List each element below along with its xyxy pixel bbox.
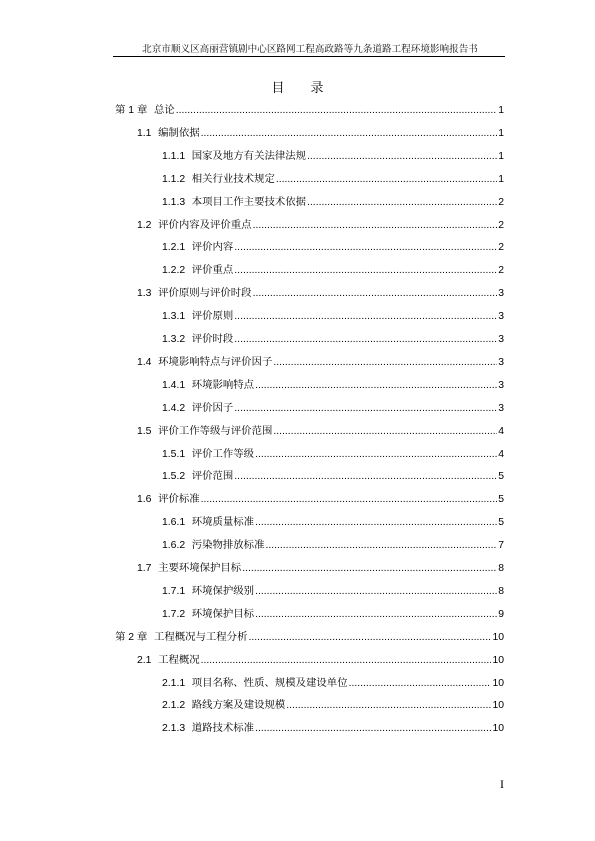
toc-entry-title: 评价工作等级与评价范围 [158,424,273,437]
toc-entry-number: 1.1.3 [162,196,186,208]
toc-leader-dots [255,449,497,460]
toc-leader-dots [234,471,497,482]
toc-entry-number: 1.2.2 [162,265,186,277]
toc-leader-dots [253,220,498,231]
toc-entry-title: 评价内容 [191,241,234,254]
toc-entry-title: 工程概况 [158,653,200,666]
toc-entry-title: 主要环境保护目标 [158,562,242,574]
toc-entry[interactable] [162,376,504,392]
toc-entry-number: 第 2 章 [115,631,148,643]
toc-entry[interactable] [162,513,504,529]
toc-entry-page: 10 [492,723,504,735]
toc-leader-dots [286,700,491,711]
toc-leader-dots [273,426,497,437]
toc-entry-page: 5 [498,494,504,506]
toc-entry[interactable] [137,651,504,667]
toc-entry-title: 工程概况与工程分析 [153,630,248,643]
toc-entry-title: 评价工作等级 [191,447,255,460]
toc-entry-title: 环境保护级别 [191,584,255,597]
toc-entry-number: 2.1.3 [162,723,186,735]
toc-entry[interactable] [162,605,504,621]
toc-entry-page: 3 [498,311,504,323]
toc-entry-title: 评价标准 [158,493,200,506]
toc-entry-page: 2 [498,242,504,254]
toc-entry[interactable] [162,307,504,323]
toc-entry-number: 1.7.2 [162,608,186,620]
toc-leader-dots [234,403,497,414]
toc-entry-page: 1 [498,105,504,116]
toc-entry[interactable] [137,353,504,369]
toc-entry-title: 总论 [153,104,175,116]
toc-entry-number: 1.1.2 [162,173,186,185]
toc-leader-dots [176,105,497,116]
toc-leader-dots [265,540,497,551]
toc-entry-number: 1.4.1 [162,379,186,391]
toc-entry-page: 1 [498,150,504,162]
toc-leader-dots [255,723,491,734]
toc-entry-title: 国家及地方有关法律法规 [191,149,307,162]
toc-entry-page: 4 [498,448,504,460]
toc-leader-dots [253,288,498,299]
toc-leader-dots [234,242,497,253]
toc-leader-dots [201,655,492,666]
toc-entry-title: 编制依据 [158,126,200,139]
toc-leader-dots [234,265,497,276]
toc-entry-page: 2 [498,196,504,208]
toc-entry[interactable] [137,216,504,232]
toc-entry-page: 7 [498,540,504,552]
toc-entry-title: 评价范围 [191,470,234,483]
toc-entry-page: 8 [498,563,504,574]
toc-entry-title: 评价因子 [191,401,234,414]
toc-entry-page: 9 [498,608,504,620]
toc-entry-page: 10 [492,700,504,712]
toc-entry-number: 1.6.1 [162,517,186,529]
toc-entry-title: 评价内容及评价重点 [158,218,252,231]
toc-leader-dots [349,678,492,689]
toc-entry-number: 1.7.1 [162,585,186,597]
toc-entry-number: 2.1 [137,654,152,666]
toc-entry-title: 本项目工作主要技术依据 [191,195,307,208]
toc-entry-title: 环境影响特点 [191,378,255,391]
toc-entry[interactable] [162,719,504,735]
toc-entry-number: 1.4.2 [162,402,186,414]
toc-entry[interactable] [137,559,504,575]
toc-leader-dots [201,128,498,139]
toc-entry-page: 10 [492,654,504,666]
toc-leader-dots [273,357,497,368]
toc-entry[interactable] [162,696,504,712]
toc-entry-title: 相关行业技术规定 [191,172,275,185]
toc-entry-page: 3 [498,288,504,300]
toc-leader-dots [255,517,497,528]
toc-entry-title: 项目名称、性质、规模及建设单位 [191,676,348,689]
toc-entry-title: 道路技术标准 [191,722,255,735]
toc-entry-page: 3 [498,402,504,414]
toc-entry-page: 2 [498,219,504,231]
toc-entry[interactable] [137,284,504,300]
toc-entry-number: 1.2 [137,219,152,231]
toc-entry-number: 1.3.2 [162,334,186,345]
toc-entry-title: 评价原则与评价时段 [158,287,252,300]
toc-entry-page: 5 [498,471,504,483]
toc-leader-dots [307,197,497,208]
toc-leader-dots [307,151,497,162]
toc-leader-dots [242,563,497,574]
toc-entry-title: 评价原则 [191,310,234,323]
toc-entry-page: 1 [498,127,504,139]
toc-entry-title: 污染物排放标准 [191,539,265,552]
toc-entry[interactable] [162,238,504,254]
toc-entry[interactable] [162,445,504,461]
toc-entry-number: 1.6.2 [162,540,186,552]
toc-leader-dots [234,311,497,322]
toc-entry-title: 评价时段 [191,333,234,345]
toc-leader-dots [234,334,497,345]
toc-entry[interactable] [162,170,504,186]
toc-entry-number: 1.5 [137,425,152,437]
toc-entry-number: 1.2.1 [162,242,186,254]
toc-entry[interactable] [162,399,504,415]
toc-title-right: 录 [310,81,324,96]
toc-entry-number: 第 1 章 [115,105,148,116]
page-number: I [500,777,504,791]
toc-entry[interactable] [162,582,504,598]
toc-leader-dots [255,609,497,620]
toc-entry-number: 1.3 [137,288,152,300]
toc-entry-page: 3 [498,356,504,368]
toc-entry[interactable] [162,330,504,346]
toc-entry-title: 环境质量标准 [191,516,255,529]
toc-entry-number: 2.1.2 [162,700,186,712]
toc-entry[interactable] [115,101,504,117]
toc-entry-number: 1.5.2 [162,471,186,483]
toc-entry-number: 1.1 [137,127,152,139]
toc-entry-title: 环境保护目标 [191,607,255,620]
toc-entry-number: 1.5.1 [162,448,186,460]
toc-entry-number: 1.6 [137,494,152,506]
toc-entry[interactable] [162,536,504,552]
toc-entry-title: 环境影响特点与评价因子 [158,355,273,368]
toc-entry[interactable] [115,628,504,644]
toc-leader-dots [255,380,497,391]
toc-entry-number: 1.1.1 [162,150,186,162]
toc-leader-dots [248,632,491,643]
toc-entry[interactable] [137,490,504,506]
running-header: 北京市顺义区高丽营镇剧中心区路网工程高政路等九条道路工程环境影响报告书 [142,44,478,55]
toc-entry-number: 1.7 [137,563,152,574]
toc-entry-title: 路线方案及建设规模 [191,699,286,712]
toc-entry-page: 10 [492,631,504,643]
toc-leader-dots [276,174,497,185]
toc-entry-number: 1.4 [137,356,152,368]
toc-entry[interactable] [162,261,504,277]
toc-entry-page: 5 [498,517,504,529]
toc-leader-dots [201,494,498,505]
toc-entry-page: 4 [498,425,504,437]
toc-entry[interactable] [162,674,504,690]
toc-entry-page: 3 [498,379,504,391]
toc-entry-number: 1.3.1 [162,311,186,323]
toc-entry-title: 评价重点 [191,264,234,277]
toc-entry[interactable] [162,467,504,483]
toc-entry[interactable] [162,147,504,163]
toc-entry-page: 1 [498,173,504,185]
toc-entry[interactable] [162,193,504,209]
toc-entry-number: 2.1.1 [162,677,186,689]
toc-title-left: 目 [271,81,285,96]
toc-leader-dots [255,586,497,597]
toc-entry-page: 8 [498,585,504,597]
toc-entry-page: 10 [492,677,504,689]
toc-entry[interactable] [137,422,504,438]
toc-entry-page: 3 [498,334,504,345]
toc-entry[interactable] [137,124,504,140]
toc-entry-page: 2 [498,265,504,277]
